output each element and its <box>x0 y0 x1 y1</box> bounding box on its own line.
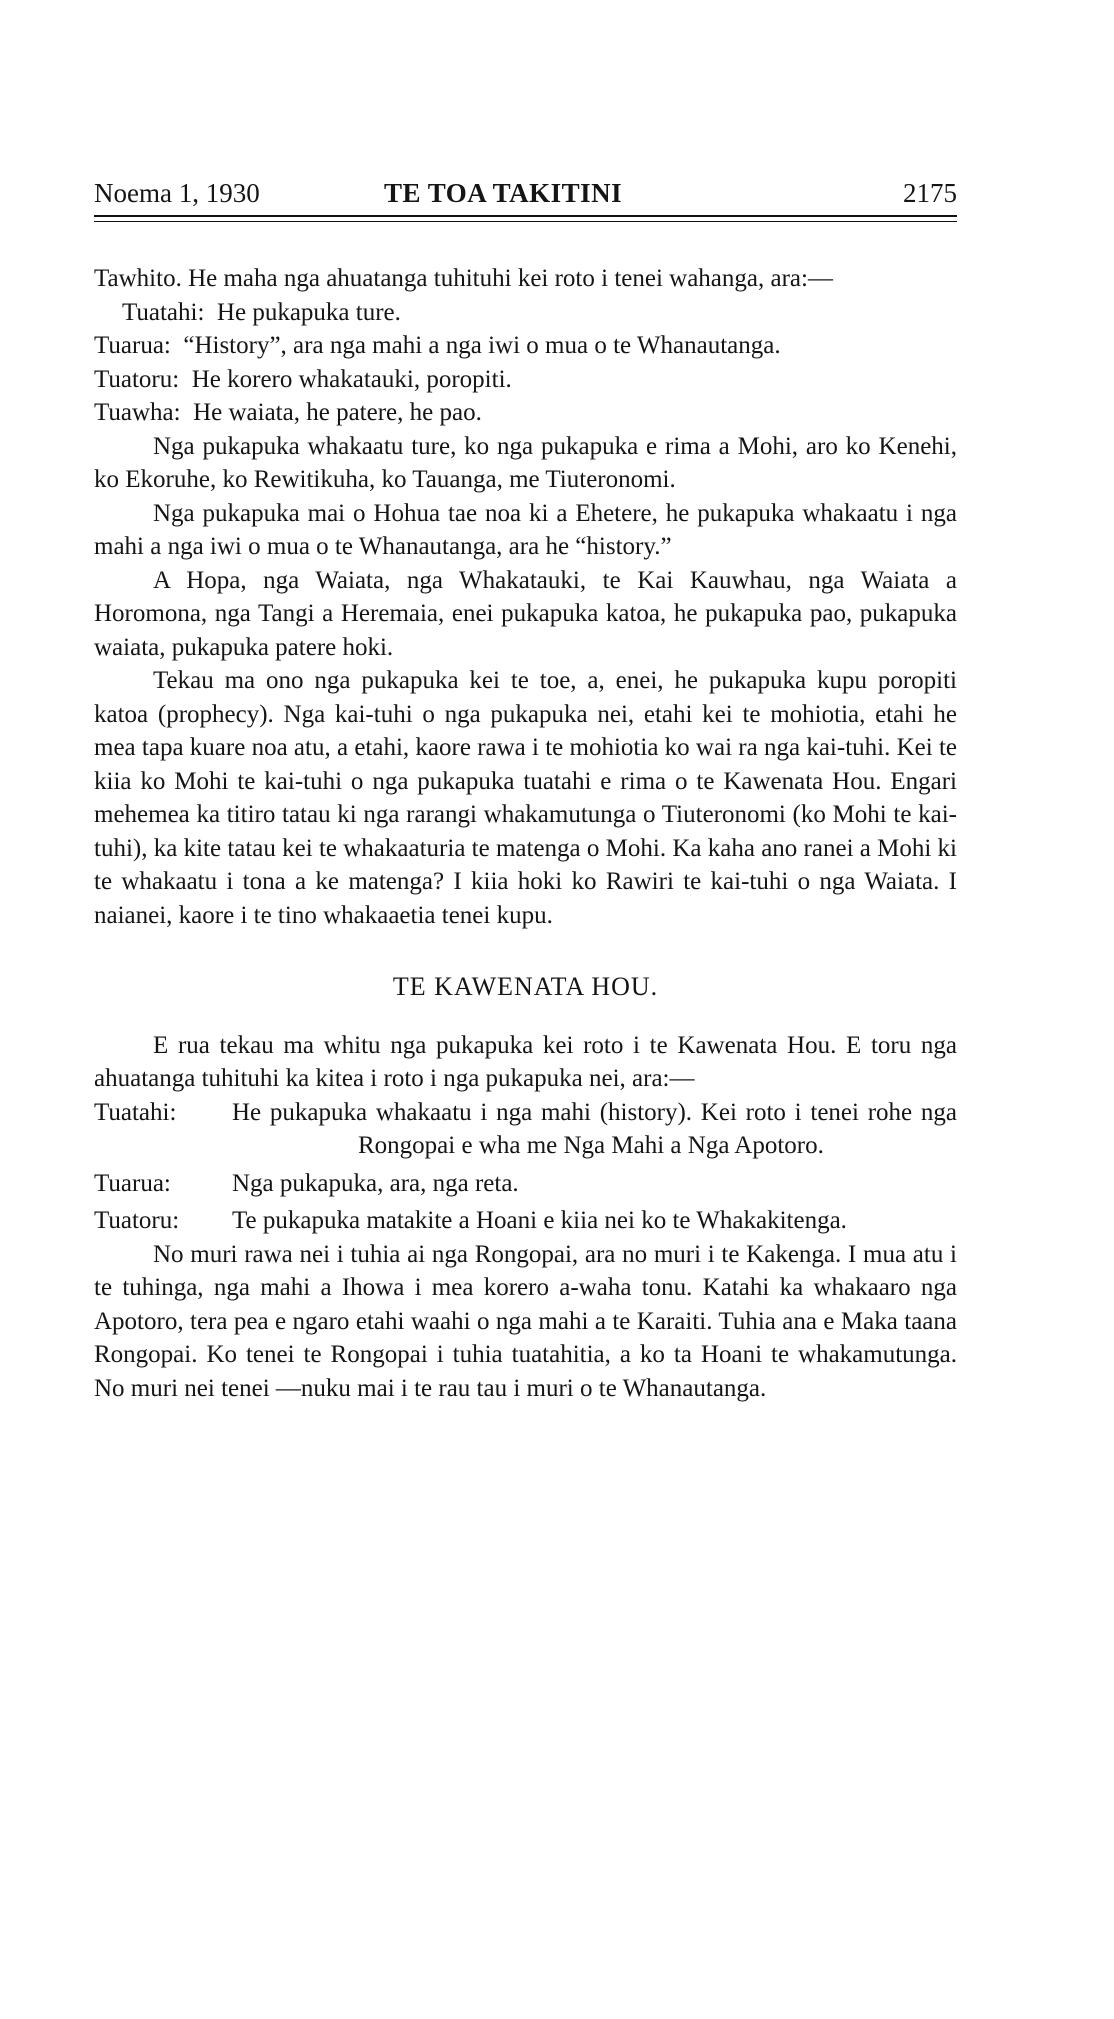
list-item-label: Tuatoru: <box>94 1207 180 1234</box>
paragraph: Tekau ma ono nga pukapuka kei te toe, a, enei, he pukapuka kupu poropiti katoa (prophecy). Nga kai-tuhi o nga pukapuka nei, etahi kei te mohiotia, etahi he mea tapa kuare noa atu, a etahi, kaore rawa i te mohiotia ko wai ra nga kai-tuhi. Kei te kiia ko Mohi te kai-tuhi o nga pukapuka tuatahi e rima o te Kawenata Hou. Engari mehemea ka titiro tatau ki nga rarangi whakamutunga o Tiuteronomi (ko Mohi te kai-tuhi), ka kite tatau kei te whakaaturia te matenga o Mohi. Ka kaha ano ranei a Mohi ki te whakaatu i tona a ke matenga? I kiia hoki ko Rawiri te kai-tuhi o nga Waiata. I naianei, kaore i te tino whakaaetia tenei kupu. <box>94 667 957 929</box>
page-number: 2175 <box>903 178 957 208</box>
list-item-text: Te pukapuka matakite a Hoani e kiia nei ko te Whakakitenga. <box>232 1207 847 1234</box>
running-header <box>94 176 957 216</box>
list-item-label: Tuawha: <box>94 399 181 426</box>
list-item-text: “History”, ara nga mahi a nga iwi o mua o te Whanautanga. <box>183 332 781 359</box>
list-item-label: Tuatoru: <box>94 365 180 393</box>
header-date: Noema 1, 1930 <box>94 178 260 208</box>
list-item <box>94 1096 957 1163</box>
paragraph: No muri rawa nei i tuhia ai nga Rongopai, ara no muri i te Kakenga. I mua atu i te tuhinga, nga mahi a Ihowa i mea korero a-waha tonu. Katahi ka whakaaro nga Apotoro, tera pea e ngaro etahi waahi o nga mahi a te Karaiti. Tuhia ana e Maka taana Rongopai. Ko tenei te Rongopai i tuhia tuatahitia, a ko ta Hoani te whakamutunga. No muri nei tenei —nuku mai i te rau tau i muri o te Whanautanga. <box>94 1240 957 1402</box>
list-item <box>94 329 957 363</box>
list-item-label: Tuarua: <box>94 332 171 359</box>
section1-intro: Tawhito. He maha nga ahuatanga tuhituhi kei roto i tenei wahanga, ara:— <box>94 265 833 292</box>
list-item <box>94 296 957 330</box>
section-heading: TE KAWENATA HOU. <box>392 972 659 1001</box>
page-body <box>94 262 957 1405</box>
list-item-label: Tuatahi: <box>122 298 205 326</box>
header-title: TE TOA TAKITINI <box>384 178 623 208</box>
list-item <box>94 396 957 430</box>
paragraph: Nga pukapuka mai o Hohua tae noa ki a Ehetere, he pukapuka whakaatu i nga mahi a nga iwi o mua o te Whanautanga, ara he “history.” <box>94 499 957 560</box>
paragraph: A Hopa, nga Waiata, nga Whakatauki, te Kai Kauwhau, nga Waiata a Horomona, nga Tangi a Heremaia, enei pukapuka katoa, he pukapuka pao, pukapuka waiata, pukapuka patere hoki. <box>94 566 957 661</box>
list-item-label: Tuarua: <box>94 1169 171 1197</box>
list-item-text: He pukapuka ture. <box>216 298 401 326</box>
list-item-label: Tuatahi: <box>94 1098 177 1126</box>
header-rule-thick <box>94 215 957 217</box>
list-item-text: He pukapuka whakaatu i nga mahi (history). Kei roto i tenei rohe nga Rongopai e wha me Nga Mahi a Nga Apotoro. <box>232 1098 957 1159</box>
list-item <box>94 1167 957 1201</box>
list-item-text: He waiata, he patere, he pao. <box>193 399 482 426</box>
list-item <box>94 363 957 397</box>
section2-intro: E rua tekau ma whitu nga pukapuka kei roto i te Kawenata Hou. E toru nga ahuatanga tuhituhi ka kitea i roto i nga pukapuka nei, ara:— <box>94 1031 957 1092</box>
header-rule-thin <box>94 221 957 222</box>
list-item-text: Nga pukapuka, ara, nga reta. <box>232 1169 519 1197</box>
paragraph: Nga pukapuka whakaatu ture, ko nga pukapuka e rima a Mohi, aro ko Kenehi, ko Ekoruhe, ko Rewitikuha, ko Tauanga, me Tiuteronomi. <box>94 432 957 493</box>
list-item-text: He korero whakatauki, poropiti. <box>191 365 512 393</box>
list-item <box>94 1204 957 1238</box>
